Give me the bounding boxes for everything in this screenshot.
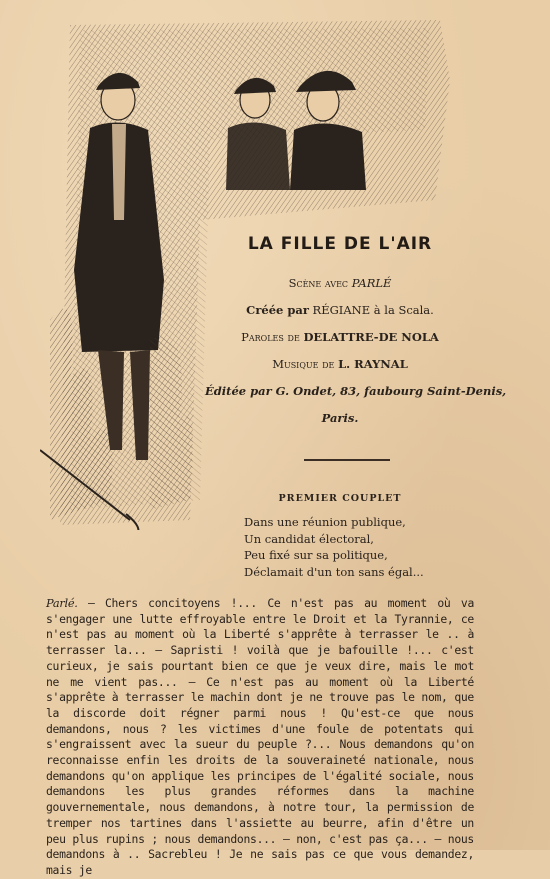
spoken-label: Parlé. (46, 596, 78, 610)
publisher-line: Éditée par G. Ondet, 83, faubourg Saint-Denis, (205, 384, 507, 398)
couplet-heading: PREMIER COUPLET (278, 493, 402, 504)
divider-rule (304, 459, 390, 461)
verse-line: Déclamait d'un ton sans égal... (244, 564, 424, 579)
scene-value: PARLÉ (351, 276, 392, 290)
spoken-text: — Chers concitoyens !... Ce n'est pas au moment où va s'engager une lutte effroyable entre le Droit et la Tyrannie, ce n'est pas au moment où la Liberté s'apprête à terrasser le .. à terrasser la... — Sapristi ! voilà que je bafouille !... c'est curieux, je sais pourtant bien ce que je veux dire, mais le mot ne me vient pas... — Ce n'est pas au moment où la Liberté s'apprête à terrasser le machin dont je ne trouve pas le nom, que la discorde doit régner parmi nous ! Qu'est-ce que nous demandons, nous ? les victimes d'une foule de potentats qui s'engraissent avec la sueur du peuple ?... Nous demandons qu'on reconnaisse enfin les droits de la souveraineté nationale, nous demandons qu'on applique les principes de l'égalité sociale, nous demandons les plus grandes réformes dans la machine gouvernementale, nous demandons, à notre tour, la permission de tremper nos tartines dans l'assiette au beurre, afin d'être un peu plus rupins ; nous demandons... — non, c'est pas ça... — nous demandons à .. Sacrebleu ! Je ne sais pas ce que vous demandez, mais je (46, 596, 474, 877)
created-prefix: Créée par (246, 303, 309, 317)
created-line (205, 297, 475, 324)
lyrics-line (205, 324, 475, 351)
verse-block (244, 514, 424, 580)
lyrics-label: Paroles de (241, 330, 300, 344)
verse-line: Peu fixé sur sa politique, (244, 548, 388, 562)
publisher-city: Paris. (321, 411, 359, 425)
credits-block (205, 270, 507, 432)
scene-label: Scène avec (288, 276, 349, 290)
verse-line: Un candidat électoral, (244, 531, 374, 546)
music-author: L. RAYNAL (338, 357, 408, 371)
spoken-text-paragraph (46, 596, 474, 879)
music-label: Musique de (272, 357, 335, 371)
lyrics-author: DELATTRE-DE NOLA (303, 330, 439, 344)
scene-line (205, 270, 475, 297)
music-line (205, 351, 475, 378)
created-suffix: à la Scala. (373, 303, 434, 317)
song-title: LA FILLE DE L'AIR (247, 234, 433, 254)
created-artist: RÉGIANE (312, 303, 371, 317)
verse-line: Dans une réunion publique, (244, 515, 406, 529)
